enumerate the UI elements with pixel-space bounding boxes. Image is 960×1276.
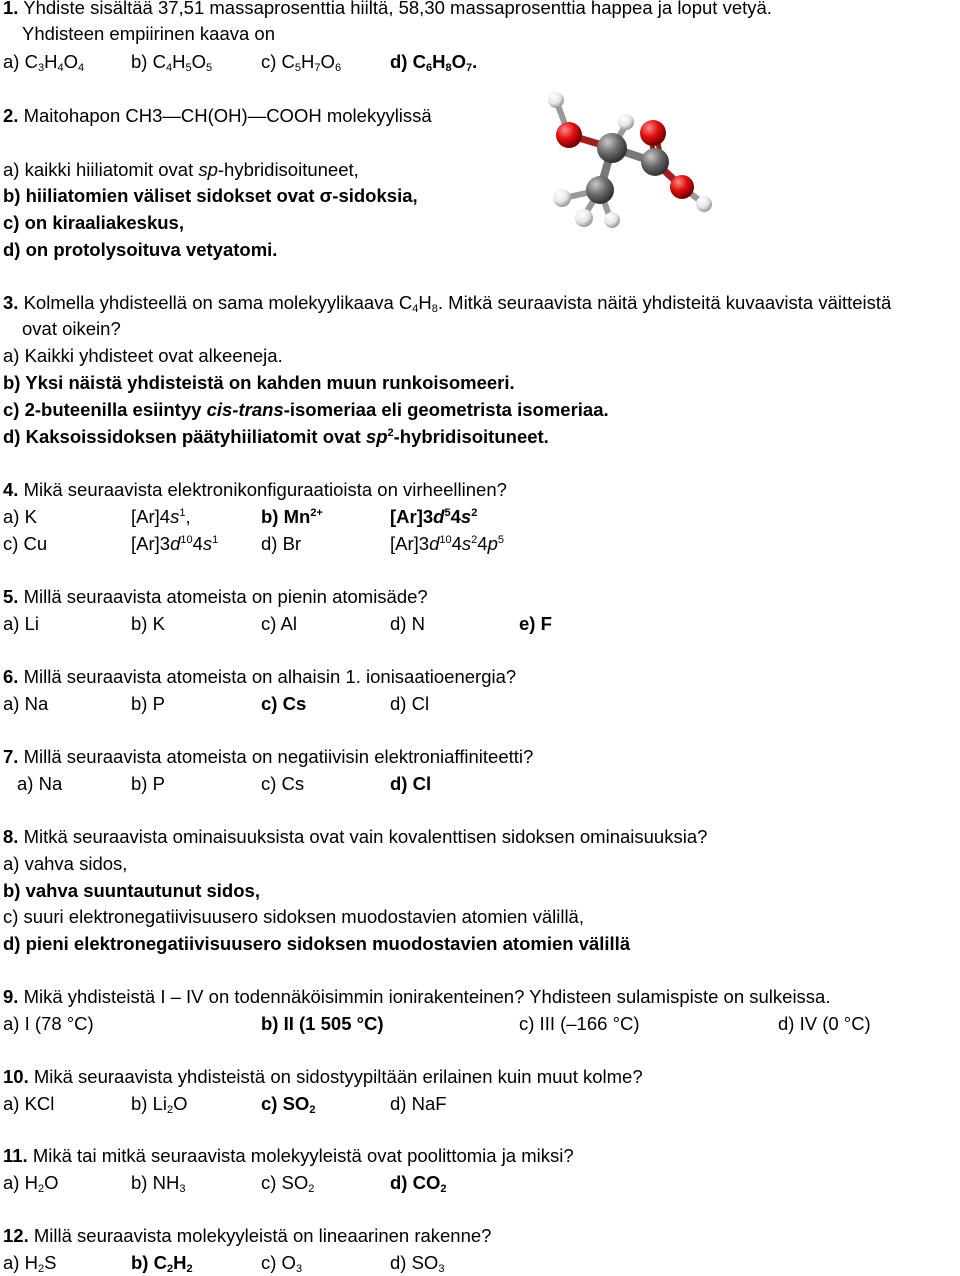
q8-option-b: b) vahva suuntautunut sidos, [3, 880, 260, 901]
q4-config-b: $[Ar]3d^54s^2$ [390, 506, 478, 527]
q6-line1: 6. Millä seuraavista atomeista on alhaisin 1. ionisaatioenergia? [3, 666, 517, 687]
q2-text: Maitohapon CH3—CH(OH)—COOH molekyylissä [23, 105, 432, 126]
hydrogen-atom [618, 114, 634, 130]
q4-config-a: $[Ar]4s^1$, [131, 506, 191, 527]
q5-option-a: a) Li [3, 613, 39, 634]
q2-line1 [3, 105, 432, 127]
q7-options [3, 773, 903, 795]
q8-line1: 8. Mitkä seuraavista ominaisuuksista ovat vain kovalenttisen sidoksen ominaisuuksia? [3, 826, 708, 847]
q8-option-d: d) pieni elektronegatiivisuusero sidoksen muodostavien atomien välillä [3, 933, 631, 954]
q4-line1: 4. Mikä seuraavista elektronikonfiguraatioista on virheellinen? [3, 479, 507, 500]
q6-option-d: d) Cl [390, 693, 430, 714]
q1-option-c: c) $C_5H_7O_6$ [261, 51, 342, 74]
q12-option-c: c) $O_3$ [261, 1252, 303, 1275]
q12-line1: 12. Millä seuraavista molekyyleistä on lineaarinen rakenne? [3, 1225, 492, 1246]
q9-option-b: b) II (1 505 °C) [261, 1013, 384, 1034]
q3-line2: ovat oikein? [22, 318, 121, 339]
q1-options [3, 51, 903, 73]
q10-line1: 10. Mikä seuraavista yhdisteistä on sidostyypiltään erilainen kuin muut kolme? [3, 1066, 643, 1087]
hydrogen-atom [696, 196, 712, 212]
q2-option-c: c) on kiraaliakeskus, [3, 212, 184, 233]
q10-option-a: a) KCl [3, 1093, 55, 1114]
q9-number: 9. [3, 986, 19, 1007]
q2-number: 2. [3, 105, 19, 126]
q7-line1: 7. Millä seuraavista atomeista on negatiivisin elektroniaffiniteetti? [3, 746, 534, 767]
q11-option-b: b) $NH_3$ [131, 1172, 186, 1195]
q10-option-c: c) $SO_2$ [261, 1093, 316, 1116]
oxygen-atom [640, 120, 666, 146]
q11-option-c: c) $SO_2$ [261, 1172, 315, 1195]
q11-options [3, 1172, 903, 1194]
oxygen-atom [556, 122, 582, 148]
hydrogen-atom [575, 209, 593, 227]
carbon-atom [597, 133, 627, 163]
hydrogen-atom [548, 92, 564, 108]
q3-option-d: d) Kaksoissidoksen päätyhiiliatomit ovat $sp^2$-hybridisoituneet. [3, 426, 549, 447]
q8-option-a: a) vahva sidos, [3, 853, 128, 874]
oxygen-atom [670, 175, 694, 199]
q1-text: Yhdiste sisältää 37,51 massaprosenttia hiiltä, 58,30 massaprosenttia happea ja loput vetyä. [23, 0, 772, 18]
q6-number: 6. [3, 666, 19, 687]
q7-number: 7. [3, 746, 19, 767]
q10-options [3, 1093, 903, 1115]
q7-option-b: b) P [131, 773, 165, 794]
q9-line1: 9. Mikä yhdisteistä I – IV on todennäköisimmin ionirakenteinen? Yhdisteen sulamispiste on sulkeissa. [3, 986, 831, 1007]
q12-option-a: a) $H_2S$ [3, 1252, 57, 1275]
hydrogen-atom [604, 212, 620, 228]
q6-option-b: b) P [131, 693, 165, 714]
q9-option-a: a) I (78 °C) [3, 1013, 94, 1034]
q6-options [3, 693, 903, 715]
q3-option-b: b) Yksi näistä yhdisteistä on kahden muun runkoisomeeri. [3, 372, 515, 393]
q3-number: 3. [3, 292, 19, 313]
q4-number: 4. [3, 479, 19, 500]
lactic-acid-molecule-image [540, 90, 720, 240]
q1-option-a: a) $C_3H_4O_4$ [3, 51, 85, 74]
q5-option-e: e) F [519, 613, 552, 634]
q7-option-d: d) Cl [390, 773, 432, 794]
q6-option-a: a) Na [3, 693, 49, 714]
carbon-atom [586, 176, 614, 204]
q4-config-d: $[Ar]3d^{10}4s^24p^5$ [390, 533, 505, 554]
hydrogen-atom [553, 189, 571, 207]
q4-option-c: c) Cu [3, 533, 48, 554]
q7-option-a: a) Na [17, 773, 63, 794]
q10-option-d: d) NaF [390, 1093, 447, 1114]
q1-number: 1. [3, 0, 19, 18]
q11-number: 11. [3, 1145, 28, 1166]
q4-row1 [3, 506, 903, 528]
q4-option-d: d) Br [261, 533, 302, 554]
q5-number: 5. [3, 586, 19, 607]
q11-option-a: a) $H_2O$ [3, 1172, 59, 1195]
q11-line1: 11. Mikä tai mitkä seuraavista molekyyleistä ovat poolittomia ja miksi? [3, 1145, 574, 1166]
q3-option-c: c) 2-buteenilla esiintyy cis-trans-isomeriaa eli geometrista isomeriaa. [3, 399, 609, 420]
q10-option-b: b) $Li_2O$ [131, 1093, 188, 1116]
q12-option-b: b) $C_2H_2$ [131, 1252, 193, 1275]
q9-option-c: c) III (–166 °C) [519, 1013, 640, 1034]
q4-config-c: $[Ar]3d^{10}4s^1$ [131, 533, 219, 554]
q12-options [3, 1252, 903, 1274]
q3-option-a: a) Kaikki yhdisteet ovat alkeeneja. [3, 345, 283, 366]
q1-option-d: d) $C_6H_8O_7$. [390, 51, 478, 74]
q11-option-d: d) $CO_2$ [390, 1172, 447, 1195]
q10-number: 10. [3, 1066, 29, 1087]
q5-line1: 5. Millä seuraavista atomeista on pienin atomisäde? [3, 586, 428, 607]
q4-option-b: b) $Mn^{2+}$ [261, 506, 323, 527]
q2-option-d: d) on protolysoituva vetyatomi. [3, 239, 278, 260]
carbon-atom [641, 148, 669, 176]
q8-number: 8. [3, 826, 19, 847]
q1-option-b: b) $C_4H_5O_5$ [131, 51, 213, 74]
q4-row2 [3, 533, 903, 555]
q2-option-b: b) hiiliatomien väliset sidokset ovat σ-sidoksia, [3, 185, 418, 206]
q5-option-c: c) Al [261, 613, 297, 634]
q5-option-b: b) K [131, 613, 165, 634]
q4-option-a: a) K [3, 506, 37, 527]
q12-number: 12. [3, 1225, 29, 1246]
q5-options [3, 613, 903, 635]
q3-line1: 3. Kolmella yhdisteellä on sama molekyylikaava $C_4H_8$. Mitkä seuraavista näitä yhdisteitä kuvaavista väitteistä [3, 292, 892, 315]
q9-option-d: d) IV (0 °C) [778, 1013, 871, 1034]
q9-options [3, 1013, 953, 1035]
q1-line2: Yhdisteen empiirinen kaava on [22, 23, 275, 44]
q2-option-a: a) kaikki hiiliatomit ovat sp-hybridisoituneet, [3, 159, 359, 180]
q12-option-d: d) $SO_3$ [390, 1252, 445, 1275]
q6-option-c: c) Cs [261, 693, 307, 714]
q5-option-d: d) N [390, 613, 425, 634]
q7-option-c: c) Cs [261, 773, 305, 794]
q8-option-c: c) suuri elektronegatiivisuusero sidoksen muodostavien atomien välillä, [3, 906, 584, 927]
q1-line1 [3, 0, 772, 19]
